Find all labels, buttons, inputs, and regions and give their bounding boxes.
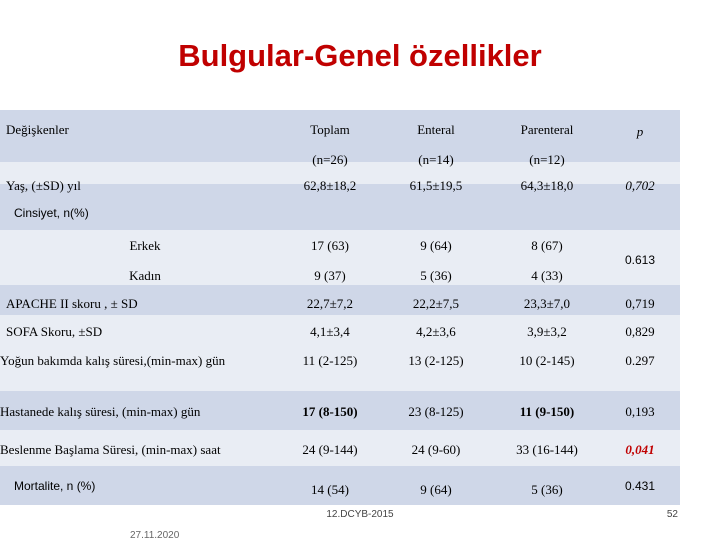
- slide-footer: [0, 509, 720, 523]
- count-total: (n=26): [312, 152, 348, 167]
- female-parenteral: 4 (33): [531, 268, 563, 283]
- icu-enteral: 13 (2-125): [408, 353, 464, 368]
- female-label: Kadın: [129, 268, 161, 283]
- hospital-label: Hastanede kalış süresi, (min-max) gün: [0, 404, 201, 419]
- sofa-p: 0,829: [625, 324, 655, 339]
- count-enteral: (n=14): [418, 152, 454, 167]
- age-parenteral: 64,3±18,0: [520, 178, 574, 193]
- feeding-total: 24 (9-144): [302, 442, 358, 457]
- male-label: Erkek: [129, 238, 161, 253]
- male-total: 17 (63): [311, 238, 349, 253]
- icu-total: 11 (2-125): [302, 353, 358, 368]
- male-enteral: 9 (64): [420, 238, 452, 253]
- header-p: p: [636, 124, 644, 139]
- sofa-label: SOFA Skoru, ±SD: [6, 324, 103, 339]
- mortality-parenteral: 5 (36): [531, 482, 563, 497]
- results-table: [0, 110, 680, 505]
- apache-enteral: 22,2±7,5: [412, 296, 460, 311]
- header-total: Toplam: [310, 122, 350, 137]
- hospital-p: 0,193: [625, 404, 655, 419]
- icu-parenteral: 10 (2-145): [519, 353, 575, 368]
- icu-label: Yoğun bakımda kalış süresi,(min-max) gün: [0, 353, 226, 368]
- age-label: Yaş, (±SD) yıl: [6, 178, 81, 193]
- age-p: 0,702: [625, 178, 655, 193]
- feeding-enteral: 24 (9-60): [411, 442, 461, 457]
- mortality-p: 0.431: [624, 479, 656, 493]
- feeding-label: Beslenme Başlama Süresi, (min-max) saat: [0, 442, 221, 457]
- slide-title: Bulgular-Genel özellikler: [178, 38, 542, 73]
- apache-p: 0,719: [625, 296, 655, 311]
- hospital-enteral: 23 (8-125): [408, 404, 464, 419]
- mortality-enteral: 9 (64): [420, 482, 452, 497]
- sofa-parenteral: 3,9±3,2: [527, 324, 567, 339]
- feeding-p: 0,041: [625, 442, 655, 457]
- mortality-total: 14 (54): [311, 482, 349, 497]
- feeding-parenteral: 33 (16-144): [516, 442, 578, 457]
- footer-date: 27.11.2020: [130, 530, 180, 541]
- apache-label: APACHE II skoru , ± SD: [6, 296, 138, 311]
- age-enteral: 61,5±19,5: [409, 178, 463, 193]
- page-number: 52: [666, 509, 678, 520]
- mortality-label: Mortalite, n (%): [14, 479, 96, 493]
- header-parenteral: Parenteral: [520, 122, 574, 137]
- icu-p: 0.297: [625, 353, 655, 368]
- apache-parenteral: 23,3±7,0: [523, 296, 571, 311]
- header-variable: Değişkenler: [6, 122, 69, 137]
- female-total: 9 (37): [314, 268, 346, 283]
- sofa-enteral: 4,2±3,6: [416, 324, 456, 339]
- female-enteral: 5 (36): [420, 268, 452, 283]
- sofa-total: 4,1±3,4: [310, 324, 350, 339]
- male-parenteral: 8 (67): [531, 238, 563, 253]
- footer-conference: 12.DCYB-2015: [326, 509, 394, 520]
- gender-label: Cinsiyet, n(%): [14, 206, 89, 220]
- count-parenteral: (n=12): [529, 152, 565, 167]
- age-total: 62,8±18,2: [303, 178, 357, 193]
- hospital-total: 17 (8-150): [302, 404, 358, 419]
- hospital-parenteral: 11 (9-150): [519, 404, 575, 419]
- header-enteral: Enteral: [417, 122, 455, 137]
- apache-total: 22,7±7,2: [306, 296, 354, 311]
- gender-p: 0.613: [624, 253, 656, 267]
